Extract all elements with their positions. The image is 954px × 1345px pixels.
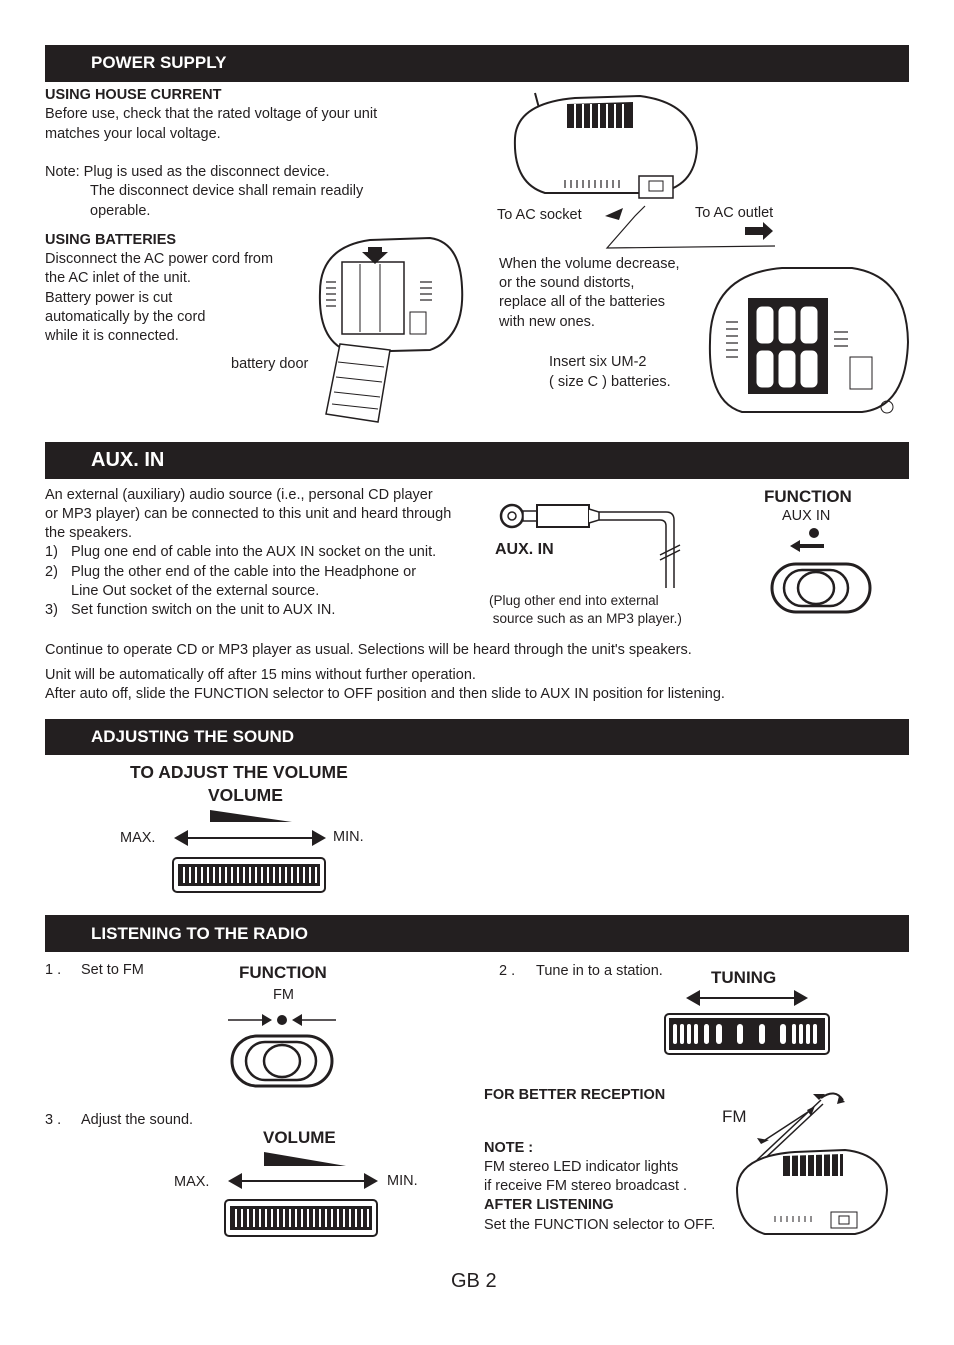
volume-label: VOLUME <box>263 1128 336 1147</box>
radio-header <box>45 915 909 952</box>
note-line: The disconnect device shall remain readily <box>90 183 364 199</box>
volume-label: VOLUME <box>208 785 283 805</box>
tuning-wheel-illustration <box>664 988 832 1056</box>
step-number: 2) <box>45 564 58 580</box>
function-label: FUNCTION <box>764 487 852 506</box>
section-title: LISTENING TO THE RADIO <box>91 924 308 943</box>
section-title: POWER SUPPLY <box>91 53 227 72</box>
step-text: Adjust the sound. <box>81 1112 194 1128</box>
step-text: Set function switch on the unit to AUX IN. <box>71 602 336 618</box>
function-sub-label: AUX IN <box>782 508 831 524</box>
house-current-title: USING HOUSE CURRENT <box>45 87 222 103</box>
text-line: the AC inlet of the unit. <box>45 270 191 286</box>
radio-antenna-illustration <box>735 1088 895 1238</box>
text-line: Battery power is cut <box>45 290 173 306</box>
ac-socket-label: To AC socket <box>497 207 582 223</box>
step-text: Line Out socket of the external source. <box>71 583 320 599</box>
step-text: Tune in to a station. <box>536 963 663 979</box>
continue-text: Continue to operate CD or MP3 player as usual. Selections will be heard through the unit's speakers. <box>45 642 692 658</box>
auto-off-line: Unit will be automatically off after 15 mins without further operation. <box>45 667 476 683</box>
volume-wheel-illustration <box>172 806 328 896</box>
battery-door-label: battery door <box>231 356 309 372</box>
step-number: 3) <box>45 602 58 618</box>
text-line: or the sound distorts, <box>499 275 635 291</box>
section-title: ADJUSTING THE SOUND <box>91 727 295 746</box>
text-line: Insert six UM-2 <box>549 354 647 370</box>
max-label: MAX. <box>174 1174 210 1190</box>
step-text: Plug the other end of the cable into the Headphone or <box>71 564 417 580</box>
text-line: or MP3 player) can be connected to this unit and heard through <box>45 506 452 522</box>
power-supply-header <box>45 45 909 82</box>
text-line: An external (auxiliary) audio source (i.e., personal CD player <box>45 487 433 503</box>
text-line: Disconnect the AC power cord from <box>45 251 274 267</box>
note-line: FM stereo LED indicator lights <box>484 1159 679 1175</box>
aux-plug-label: AUX. IN <box>495 541 554 558</box>
note-line: Note: Plug is used as the disconnect device. <box>45 164 330 180</box>
note-line: if receive FM stereo broadcast . <box>484 1178 688 1194</box>
max-label: MAX. <box>120 830 156 846</box>
ac-outlet-label: To AC outlet <box>695 205 774 221</box>
arrow-right-icon <box>745 222 775 240</box>
step-number: 1 . <box>45 962 62 978</box>
page-number: GB 2 <box>451 1270 497 1292</box>
function-switch-fm <box>228 1010 336 1090</box>
reception-title: FOR BETTER RECEPTION <box>484 1087 666 1103</box>
min-label: MIN. <box>333 829 364 845</box>
adjusting-sound-header <box>45 719 909 755</box>
note-line: operable. <box>90 203 151 219</box>
fm-antenna-label: FM <box>722 1107 747 1126</box>
text-line: matches your local voltage. <box>45 126 221 142</box>
fm-sub-label: FM <box>273 987 294 1003</box>
step-number: 1) <box>45 544 58 560</box>
section-title: AUX. IN <box>91 449 165 471</box>
note-title: NOTE : <box>484 1140 534 1156</box>
volume-wheel-illustration-radio <box>224 1150 380 1240</box>
after-listening-text: Set the FUNCTION selector to OFF. <box>484 1217 716 1233</box>
text-line: When the volume decrease, <box>499 256 680 272</box>
batteries-inserted-illustration <box>702 262 912 427</box>
step-number: 2 . <box>499 963 516 979</box>
batteries-title: USING BATTERIES <box>45 232 177 248</box>
text-line: with new ones. <box>499 314 595 330</box>
after-listening-title: AFTER LISTENING <box>484 1197 614 1213</box>
min-label: MIN. <box>387 1173 418 1189</box>
adjust-volume-title: TO ADJUST THE VOLUME <box>130 762 348 782</box>
battery-compartment-illustration <box>310 232 470 427</box>
tuning-label: TUNING <box>711 968 777 987</box>
function-switch-aux <box>768 524 876 616</box>
aux-in-header <box>45 442 909 479</box>
function-label: FUNCTION <box>239 963 327 982</box>
step-text: Plug one end of cable into the AUX IN socket on the unit. <box>71 544 437 560</box>
plug-note: (Plug other end into external <box>489 593 659 608</box>
text-line: ( size C ) batteries. <box>549 374 671 390</box>
text-line: the speakers. <box>45 525 133 541</box>
step-number: 3 . <box>45 1112 62 1128</box>
step-text: Set to FM <box>81 962 144 978</box>
text-line: replace all of the batteries <box>499 294 666 310</box>
text-line: Before use, check that the rated voltage of your unit <box>45 106 378 122</box>
plug-note: source such as an MP3 player.) <box>489 611 682 626</box>
text-line: automatically by the cord <box>45 309 206 325</box>
auto-off-line: After auto off, slide the FUNCTION selector to OFF position and then slide to AUX IN position for listening. <box>45 686 725 702</box>
text-line: while it is connected. <box>45 328 179 344</box>
